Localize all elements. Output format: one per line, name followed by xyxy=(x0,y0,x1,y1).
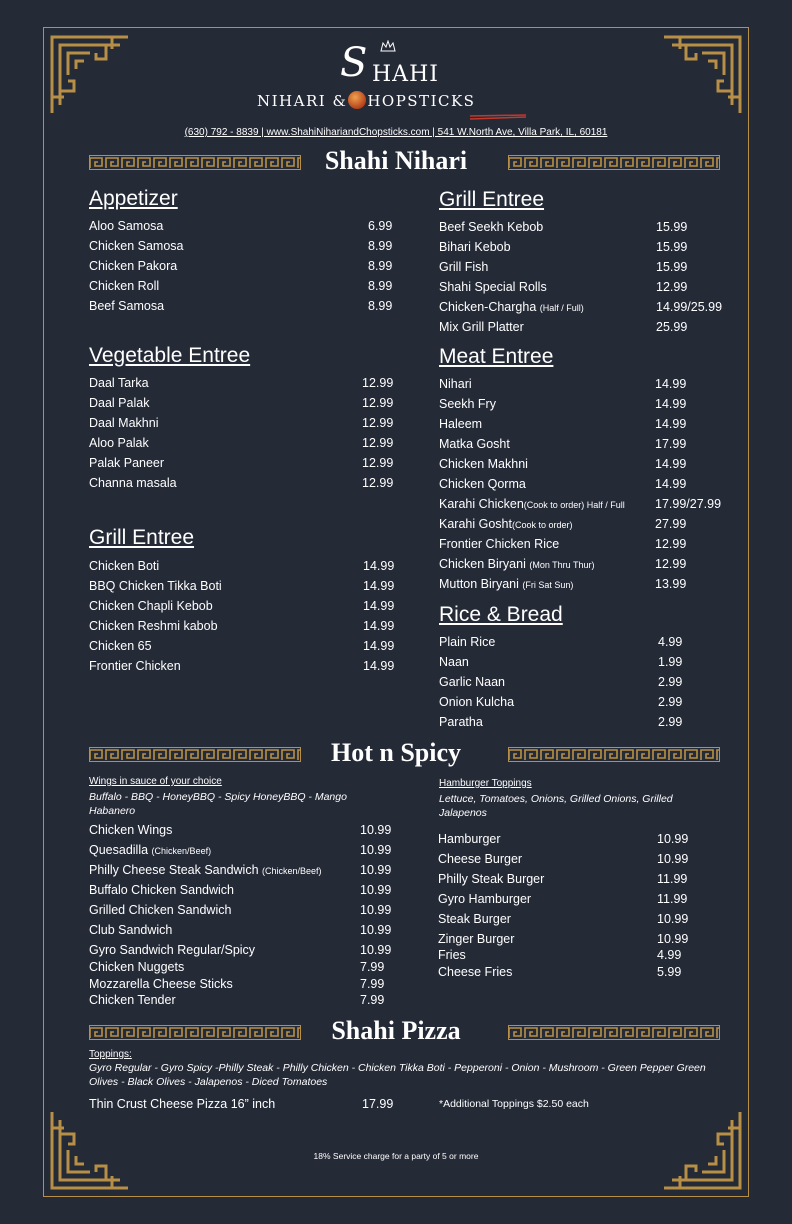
menu-item-price: 14.99 xyxy=(655,417,687,431)
menu-item-price: 17.99 xyxy=(655,437,687,451)
menu-item-name: Gyro Hamburger xyxy=(438,892,532,906)
menu-item-name: Steak Burger xyxy=(438,912,511,926)
menu-item-price: 1.99 xyxy=(658,655,683,669)
menu-item-name: Beef Samosa xyxy=(89,299,165,313)
menu-item-note: (Chicken/Beef) xyxy=(151,846,212,856)
menu-item-price: 6.99 xyxy=(368,219,393,233)
menu-item-price: 2.99 xyxy=(658,715,683,729)
menu-item-price: 2.99 xyxy=(658,675,683,689)
menu-item-price: 14.99 xyxy=(363,639,395,653)
meander-band-right xyxy=(508,155,720,170)
menu-item-price: 12.99 xyxy=(362,476,394,490)
menu-item-name: Plain Rice xyxy=(439,635,496,649)
menu-item-name: Buffalo Chicken Sandwich xyxy=(89,883,234,897)
menu-item-price: 15.99 xyxy=(656,220,688,234)
menu-item-price: 10.99 xyxy=(360,943,392,957)
menu-item-name: Grilled Chicken Sandwich xyxy=(89,903,232,917)
menu-item-price: 14.99 xyxy=(655,477,687,491)
menu-item-price: 12.99 xyxy=(362,396,394,410)
menu-item-name: Mutton Biryani (Fri Sat Sun) xyxy=(439,577,574,591)
menu-item-name: Daal Makhni xyxy=(89,416,159,430)
pizza-toppings-heading: Toppings: xyxy=(89,1049,132,1060)
menu-item-price: 25.99 xyxy=(656,320,688,334)
menu-item-name: Chicken 65 xyxy=(89,639,152,653)
menu-item-name: Frontier Chicken xyxy=(89,659,181,673)
menu-item-price: 10.99 xyxy=(657,832,689,846)
menu-item-note: (Cook to order) Half / Full xyxy=(523,500,625,510)
menu-item-price: 14.99 xyxy=(363,659,395,673)
menu-item-name: Zinger Burger xyxy=(438,932,515,946)
menu-item-name: Cheese Fries xyxy=(438,965,513,979)
menu-item-price: 10.99 xyxy=(657,852,689,866)
menu-item-price: 10.99 xyxy=(360,863,392,877)
menu-item-price: 14.99 xyxy=(655,377,687,391)
menu-item-name: Bihari Kebob xyxy=(439,240,511,254)
menu-item-name: Grill Fish xyxy=(439,260,489,274)
menu-item-name: Daal Tarka xyxy=(89,376,149,390)
menu-item-price: 14.99 xyxy=(363,599,395,613)
menu-item-price: 12.99 xyxy=(655,557,687,571)
pizza-item-name: Thin Crust Cheese Pizza 16” inch xyxy=(89,1097,276,1111)
menu-item-price: 8.99 xyxy=(368,299,393,313)
menu-item-price: 11.99 xyxy=(657,892,688,906)
menu-item-name: Beef Seekh Kebob xyxy=(439,220,544,234)
burger-note-heading: Hamburger Toppings xyxy=(439,778,532,789)
menu-item-price: 14.99 xyxy=(363,619,395,633)
menu-item-price: 8.99 xyxy=(368,279,393,293)
category-grill-entree-left: Grill Entree xyxy=(89,526,195,549)
menu-item-note: (Cook to order) xyxy=(511,520,573,530)
menu-item-price: 7.99 xyxy=(360,977,385,991)
menu-item-price: 8.99 xyxy=(368,239,393,253)
menu-item-name: Chicken Samosa xyxy=(89,239,184,253)
logo-initial: S xyxy=(340,40,368,86)
menu-item-name: Haleem xyxy=(439,417,483,431)
menu-item-price: 14.99 xyxy=(363,559,395,573)
menu-item-name: Chicken Makhni xyxy=(439,457,528,471)
menu-item-name: Chicken Tender xyxy=(89,993,176,1007)
menu-item-name: Matka Gosht xyxy=(439,437,510,451)
corner-ornament-top-left xyxy=(50,35,130,115)
menu-item-price: 14.99 xyxy=(655,457,687,471)
menu-item-price: 15.99 xyxy=(656,260,688,274)
menu-item-price: 10.99 xyxy=(360,823,392,837)
category-grill-entree-right: Grill Entree xyxy=(439,188,545,211)
menu-item-name: Aloo Palak xyxy=(89,436,149,450)
menu-item-name: Chicken Pakora xyxy=(89,259,178,273)
menu-item-price: 27.99 xyxy=(655,517,687,531)
menu-item-name: Channa masala xyxy=(89,476,177,490)
menu-item-name: Frontier Chicken Rice xyxy=(439,537,560,551)
menu-item-price: 10.99 xyxy=(657,932,689,946)
menu-item-price: 12.99 xyxy=(362,376,394,390)
menu-item-name: Seekh Fry xyxy=(439,397,496,411)
menu-item-price: 14.99/25.99 xyxy=(656,300,723,314)
menu-item-price: 2.99 xyxy=(658,695,683,709)
menu-item-price: 12.99 xyxy=(362,456,394,470)
burger-toppings-list: Lettuce, Tomatoes, Onions, Grilled Onions, Grilled Jalapenos xyxy=(439,793,673,819)
menu-item-price: 15.99 xyxy=(656,240,688,254)
menu-item-name: Shahi Special Rolls xyxy=(439,280,547,294)
menu-item-note: (Mon Thru Thur) xyxy=(529,560,595,570)
menu-item-price: 10.99 xyxy=(360,883,392,897)
menu-item-price: 14.99 xyxy=(363,579,395,593)
category-rice-bread: Rice & Bread xyxy=(439,603,563,626)
menu-item-name: Chicken Chapli Kebob xyxy=(89,599,213,613)
menu-item-name: Onion Kulcha xyxy=(439,695,515,709)
menu-item-name: Nihari xyxy=(439,377,472,391)
menu-item-price: 4.99 xyxy=(657,948,682,962)
logo-name: HAHI xyxy=(372,62,439,87)
section-title-spicy: Hot n Spicy xyxy=(330,738,462,767)
menu-item-name: Garlic Naan xyxy=(439,675,505,689)
menu-item-price: 12.99 xyxy=(656,280,688,294)
menu-item-name: Chicken Biryani (Mon Thru Thur) xyxy=(439,557,595,571)
menu-item-name: Philly Steak Burger xyxy=(438,872,545,886)
category-meat-entree: Meat Entree xyxy=(439,345,554,368)
menu-item-name: Mozzarella Cheese Sticks xyxy=(89,977,233,991)
menu-item-name: BBQ Chicken Tikka Boti xyxy=(89,579,222,593)
corner-ornament-bottom-left xyxy=(50,1110,130,1190)
section-title-pizza: Shahi Pizza xyxy=(331,1016,461,1045)
menu-item-price: 8.99 xyxy=(368,259,393,273)
menu-item-price: 12.99 xyxy=(655,537,687,551)
contact-info: (630) 792 - 8839 | www.ShahiNihariandChopsticks.com | 541 W.North Ave, Villa Park, IL, 60181 xyxy=(184,127,608,138)
menu-item-name: Chicken Reshmi kabob xyxy=(89,619,218,633)
menu-item-name: Chicken Roll xyxy=(89,279,160,293)
logo-subtitle: NIHARI & HOPSTICKS xyxy=(257,92,476,110)
menu-item-name: Philly Cheese Steak Sandwich (Chicken/Beef) xyxy=(89,863,322,877)
menu-item-price: 17.99/27.99 xyxy=(655,497,722,511)
menu-item-name: Karahi Gosht(Cook to order) xyxy=(439,517,573,531)
menu-item-price: 12.99 xyxy=(362,416,394,430)
menu-item-price: 12.99 xyxy=(362,436,394,450)
menu-item-price: 5.99 xyxy=(657,965,682,979)
menu-item-name: Quesadilla (Chicken/Beef) xyxy=(89,843,212,857)
menu-item-price: 10.99 xyxy=(360,843,392,857)
menu-item-name: Daal Palak xyxy=(89,396,150,410)
shrimp-ball-icon xyxy=(348,91,366,109)
menu-item-name: Chicken Qorma xyxy=(439,477,526,491)
menu-item-name: Hamburger xyxy=(438,832,501,846)
menu-item-price: 10.99 xyxy=(360,903,392,917)
menu-item-name: Aloo Samosa xyxy=(89,219,164,233)
meander-band-right xyxy=(508,1025,720,1040)
category-appetizer: Appetizer xyxy=(89,187,178,210)
wings-note-heading: Wings in sauce of your choice xyxy=(89,776,222,787)
chopsticks-icon xyxy=(470,114,526,120)
menu-item-name: Naan xyxy=(439,655,469,669)
menu-item-name: Paratha xyxy=(439,715,483,729)
menu-item-price: 10.99 xyxy=(360,923,392,937)
pizza-toppings-list: Gyro Regular - Gyro Spicy -Philly Steak - Philly Chicken - Chicken Tikka Boti - Pepperoni - Onion - Mushroom - Green Pepper Green Olives - Black Olives - Jalapenos - Diced Tomatoes xyxy=(89,1062,706,1088)
menu-item-price: 14.99 xyxy=(655,397,687,411)
menu-item-name: Gyro Sandwich Regular/Spicy xyxy=(89,943,256,957)
menu-item-price: 7.99 xyxy=(360,960,385,974)
menu-item-name: Palak Paneer xyxy=(89,456,165,470)
meander-band-right xyxy=(508,747,720,762)
menu-item-name: Chicken Boti xyxy=(89,559,160,573)
menu-item-price: 10.99 xyxy=(657,912,689,926)
corner-ornament-bottom-right xyxy=(662,1110,742,1190)
pizza-item-price: 17.99 xyxy=(362,1097,394,1111)
menu-item-note: (Fri Sat Sun) xyxy=(522,580,574,590)
menu-item-name: Mix Grill Platter xyxy=(439,320,524,334)
menu-item-price: 11.99 xyxy=(657,872,688,886)
menu-item-name: Chicken Nuggets xyxy=(89,960,185,974)
corner-ornament-top-right xyxy=(662,35,742,115)
section-title-nihari: Shahi Nihari xyxy=(324,146,468,175)
menu-item-name: Chicken-Chargha (Half / Full) xyxy=(439,300,584,314)
crown-icon xyxy=(380,40,396,52)
menu-item-name: Cheese Burger xyxy=(438,852,523,866)
service-charge-note: 18% Service charge for a party of 5 or more xyxy=(313,1151,479,1161)
pizza-extra-note: *Additional Toppings $2.50 each xyxy=(439,1098,589,1110)
menu-item-name: Karahi Chicken(Cook to order) Half / Full xyxy=(439,497,625,511)
menu-item-name: Fries xyxy=(438,948,466,962)
wings-sauce-list: Buffalo - BBQ - HoneyBBQ - Spicy HoneyBBQ - Mango Habanero xyxy=(89,791,347,817)
menu-item-price: 7.99 xyxy=(360,993,385,1007)
menu-item-name: Chicken Wings xyxy=(89,823,173,837)
category-vegetable-entree: Vegetable Entree xyxy=(89,344,251,367)
menu-item-note: (Half / Full) xyxy=(539,303,584,313)
menu-item-name: Club Sandwich xyxy=(89,923,173,937)
menu-item-price: 13.99 xyxy=(655,577,687,591)
menu-item-note: (Chicken/Beef) xyxy=(262,866,322,876)
menu-item-price: 4.99 xyxy=(658,635,683,649)
